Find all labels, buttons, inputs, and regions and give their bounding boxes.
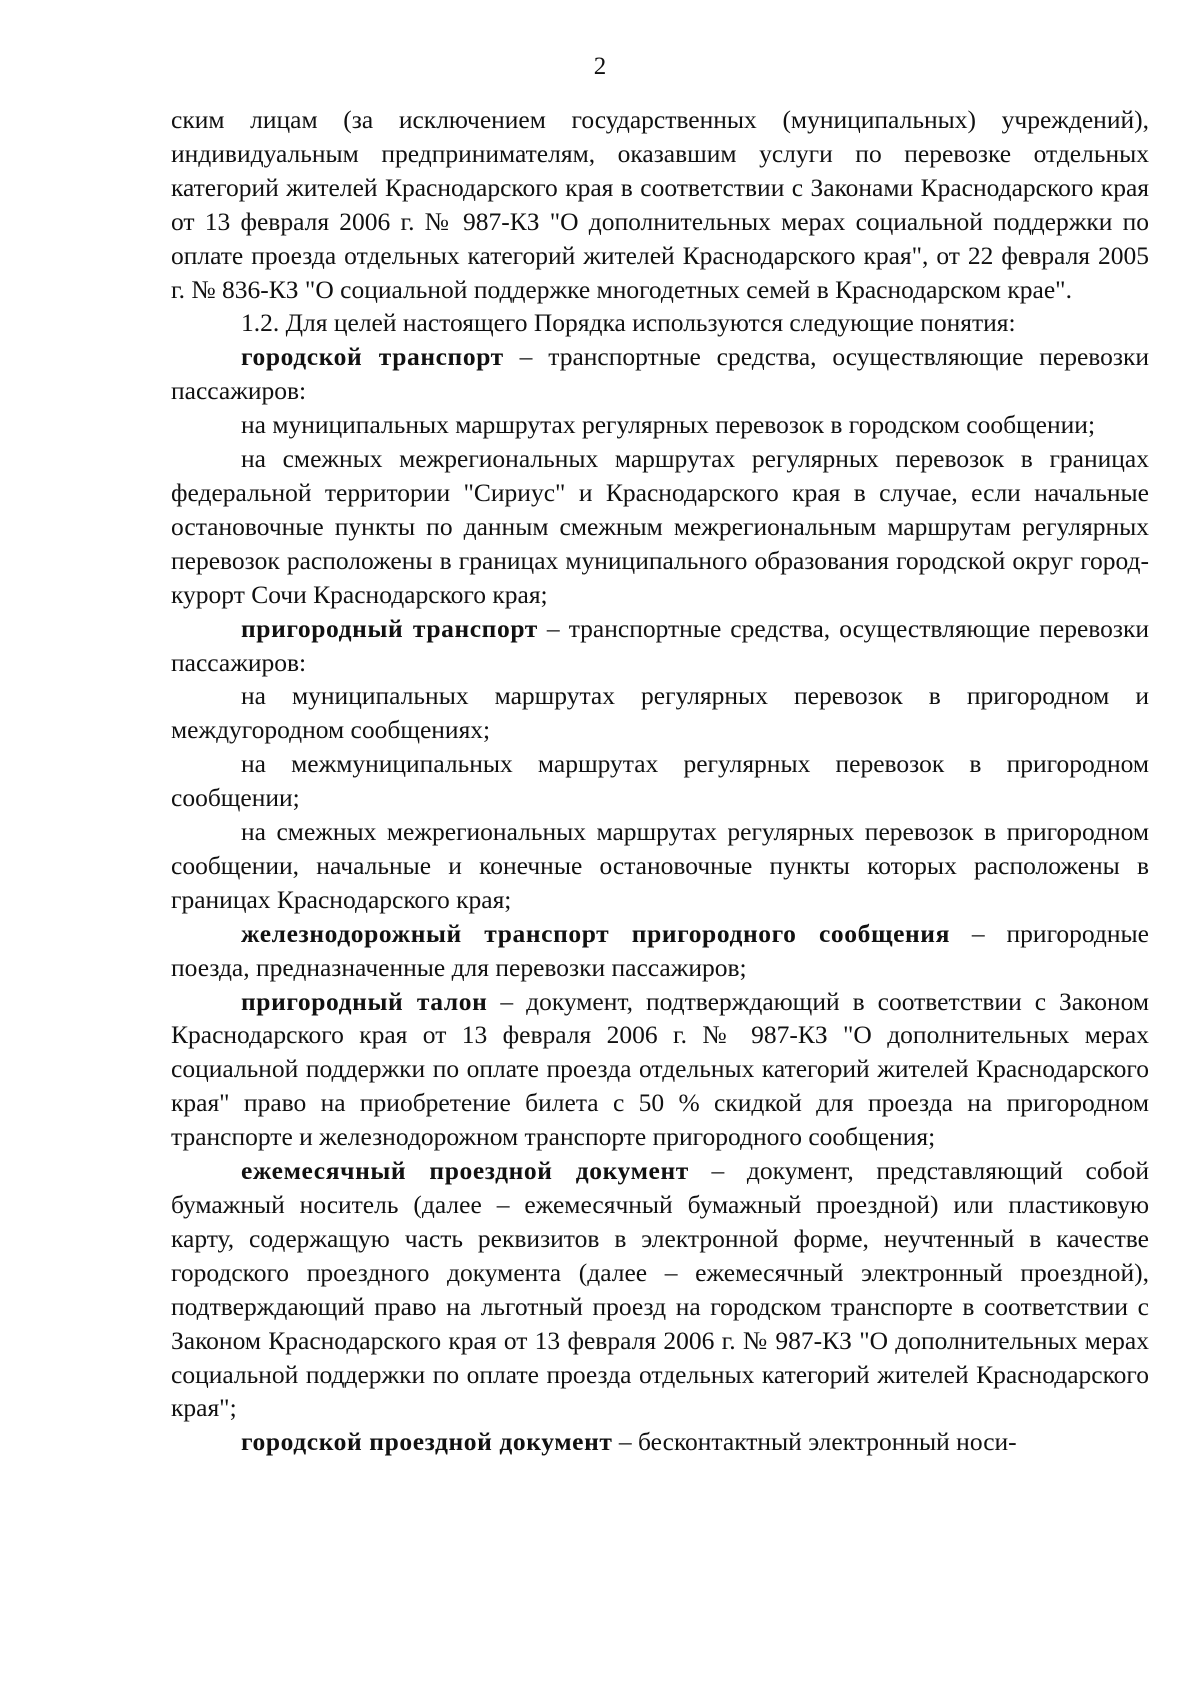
- definition-text: – документ, подтверждающий в соответствии с Законом Краснодарского края от 13 февраля 2006 г. № 987-КЗ "О дополнительных мерах социальной поддержки по оплате проезда отдельных категорий жителей Краснодарского края" право на приобретение билета с 50 % скидкой для проезда на пригородном транспорте и железнодорожном транспорте пригородного сообщения;: [171, 986, 1149, 1152]
- paragraph-continuation: ским лицам (за исключением государственных (муниципальных) учреждений), индивидуальным предпринимателям, оказавшим услуги по перевозке отдельных категорий жителей Краснодарского края в соответствии с Законами Краснодарского края от 13 февраля 2006 г. № 987-КЗ "О дополнительных мерах социальной поддержки по оплате проезда отдельных категорий жителей Краснодарского края", от 22 февраля 2005 г. № 836-КЗ "О социальной поддержке многодетных семей в Краснодарском крае".: [171, 105, 1149, 304]
- definition-text: – транспортные средства, осуществляющие перевозки пассажиров:: [171, 613, 1149, 677]
- term-monthly-pass: ежемесячный проездной документ: [241, 1156, 689, 1186]
- list-item-municipal-suburban-routes: на муниципальных маршрутах регулярных перевозок в пригородном и междугородном сообщениях;: [171, 681, 1149, 745]
- list-item-sirius-routes: на смежных межрегиональных маршрутах регулярных перевозок в границах федеральной территории "Сириус" и Краснодарского края в случае, если начальные остановочные пункты по данным смежным межрегиональным маршрутам регулярных перевозок расположены в границах муниципального образования городской округ город-курорт Сочи Краснодарского края;: [171, 444, 1149, 609]
- document-body: [171, 103, 1149, 1459]
- definition-text: – документ, представляющий собой бумажный носитель (далее – ежемесячный бумажный проездной) или пластиковую карту, содержащую часть реквизитов в электронной форме, неучтенный в качестве городского проездного документа (далее – ежемесячный электронный проездной), подтверждающий право на льготный проезд на городском транспорте в соответствии с Законом Краснодарского края от 13 февраля 2006 г. № 987-КЗ "О дополнительных мерах социальной поддержки по оплате проезда отдельных категорий жителей Краснодарского края";: [171, 1156, 1149, 1423]
- definition-suburban-coupon: [171, 985, 1149, 1155]
- list-item-intermunicipal-routes: на межмуниципальных маршрутах регулярных перевозок в пригородном сообщении;: [171, 749, 1149, 813]
- definition-monthly-pass: [171, 1154, 1149, 1425]
- definition-text: – бесконтактный электронный носи-: [612, 1427, 1017, 1457]
- definition-city-transport: [171, 340, 1149, 408]
- term-city-transport: городской транспорт: [241, 342, 504, 372]
- page-number: 2: [593, 53, 607, 80]
- term-city-pass: городской проездной документ: [241, 1427, 613, 1457]
- term-suburban-transport: пригородный транспорт: [241, 613, 538, 643]
- list-item-interregional-routes: на смежных межрегиональных маршрутах регулярных перевозок в пригородном сообщении, начальные и конечные остановочные пункты которых расположены в границах Краснодарского края;: [171, 817, 1149, 914]
- definition-suburban-transport: [171, 612, 1149, 680]
- definition-railway-transport: [171, 917, 1149, 985]
- term-suburban-coupon: пригородный талон: [241, 986, 488, 1016]
- definition-text: – пригородные поезда, предназначенные для перевозки пассажиров;: [171, 918, 1149, 982]
- paragraph-definitions-intro: 1.2. Для целей настоящего Порядка используются следующие понятия:: [241, 308, 1016, 338]
- term-railway-transport: железнодорожный транспорт пригородного сообщения: [241, 918, 950, 948]
- definition-city-pass: [171, 1425, 1149, 1459]
- list-item-municipal-routes: на муниципальных маршрутах регулярных перевозок в городском сообщении;: [241, 410, 1096, 440]
- definition-text: – транспортные средства, осуществляющие перевозки пассажиров:: [171, 342, 1150, 406]
